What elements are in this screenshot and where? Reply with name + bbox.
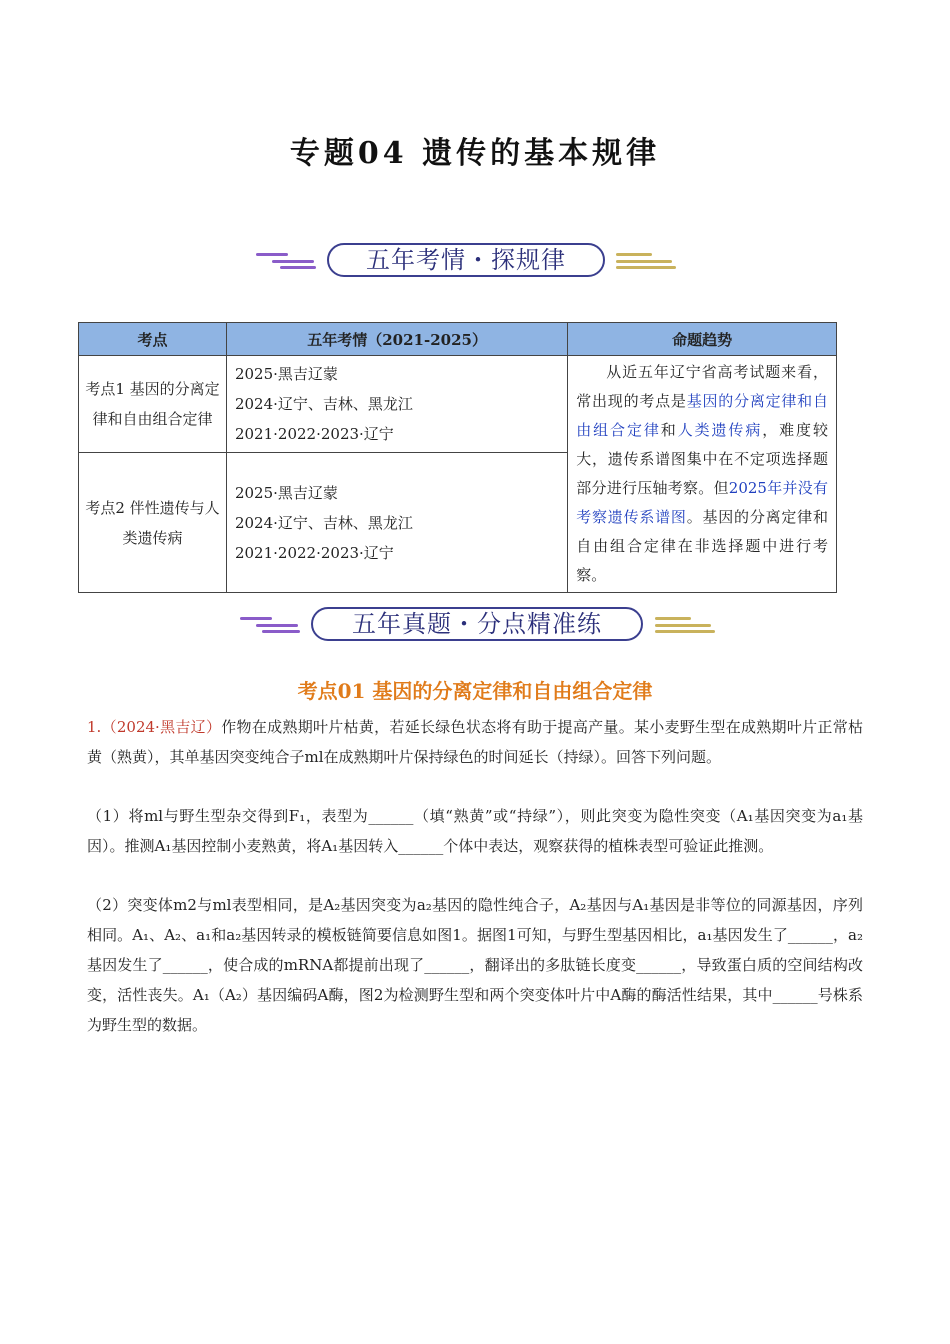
row1-years: 2025·黑吉辽蒙 2024·辽宁、吉林、黑龙江 2021·2022·2023·辽宁 [226, 356, 567, 453]
section-title: 考点01 基因的分离定律和自由组合定律 [297, 679, 653, 703]
header-trend: 命题趋势 [568, 323, 837, 356]
banner-real-questions-label: 五年真题・分点精准练 [311, 607, 643, 641]
header-years: 五年考情（2021-2025） [226, 323, 567, 356]
header-point: 考点 [79, 323, 227, 356]
row2-years: 2025·黑吉辽蒙 2024·辽宁、吉林、黑龙江 2021·2022·2023·辽宁 [226, 453, 567, 593]
row1-point: 考点1 基因的分离定律和自由组合定律 [79, 356, 227, 453]
trend-cell: 从近五年辽宁省高考试题来看，常出现的考点是基因的分离定律和自由组合定律和人类遗传病，难度较大，遗传系谱图集中在不定项选择题部分进行压轴考察。但2025年并没有考察遗传系谱图。基因的分离定律和自由组合定律在非选择题中进行考察。 [568, 356, 837, 593]
row2-point: 考点2 伴性遗传与人类遗传病 [79, 453, 227, 593]
question-part2: （2）突变体m2与ml表型相同，是A₂基因突变为a₂基因的隐性纯合子，A₂基因与A₁基因是非等位的同源基因，序列相同。A₁、A₂、a₁和a₂基因转录的模板链简要信息如图1。据图1可知，与野生型基因相比，a₁基因发生了______，a₂基因发生了______，使合成的mRNA都提前出现了______，翻译出的多肽链长度变______，导致蛋白质的空间结构改变，活性丧失。A₁（A₂）基因编码A酶，图2为检测野生型和两个突变体叶片中A酶的酶活性结果，其中______号株系为野生型的数据。 [87, 896, 863, 1034]
banner-exam-overview-label: 五年考情・探规律 [327, 243, 605, 277]
page-title: 专题04 遗传的基本规律 [289, 136, 661, 171]
question-intro: 1.（2024·黑吉辽）作物在成熟期叶片枯黄，若延长绿色状态将有助于提高产量。某小麦野生型在成熟期叶片正常枯黄（熟黄），其单基因突变纯合子ml在成熟期叶片保持绿色的时间延长（持绿）。回答下列问题。 [87, 718, 863, 766]
exam-overview-table [78, 322, 837, 593]
question-part1: （1）将ml与野生型杂交得到F₁，表型为______（填“熟黄”或“持绿”），则此突变为隐性突变（A₁基因突变为a₁基因）。推测A₁基因控制小麦熟黄，将A₁基因转入______个体中表达，观察获得的植株表型可验证此推测。 [87, 807, 863, 855]
